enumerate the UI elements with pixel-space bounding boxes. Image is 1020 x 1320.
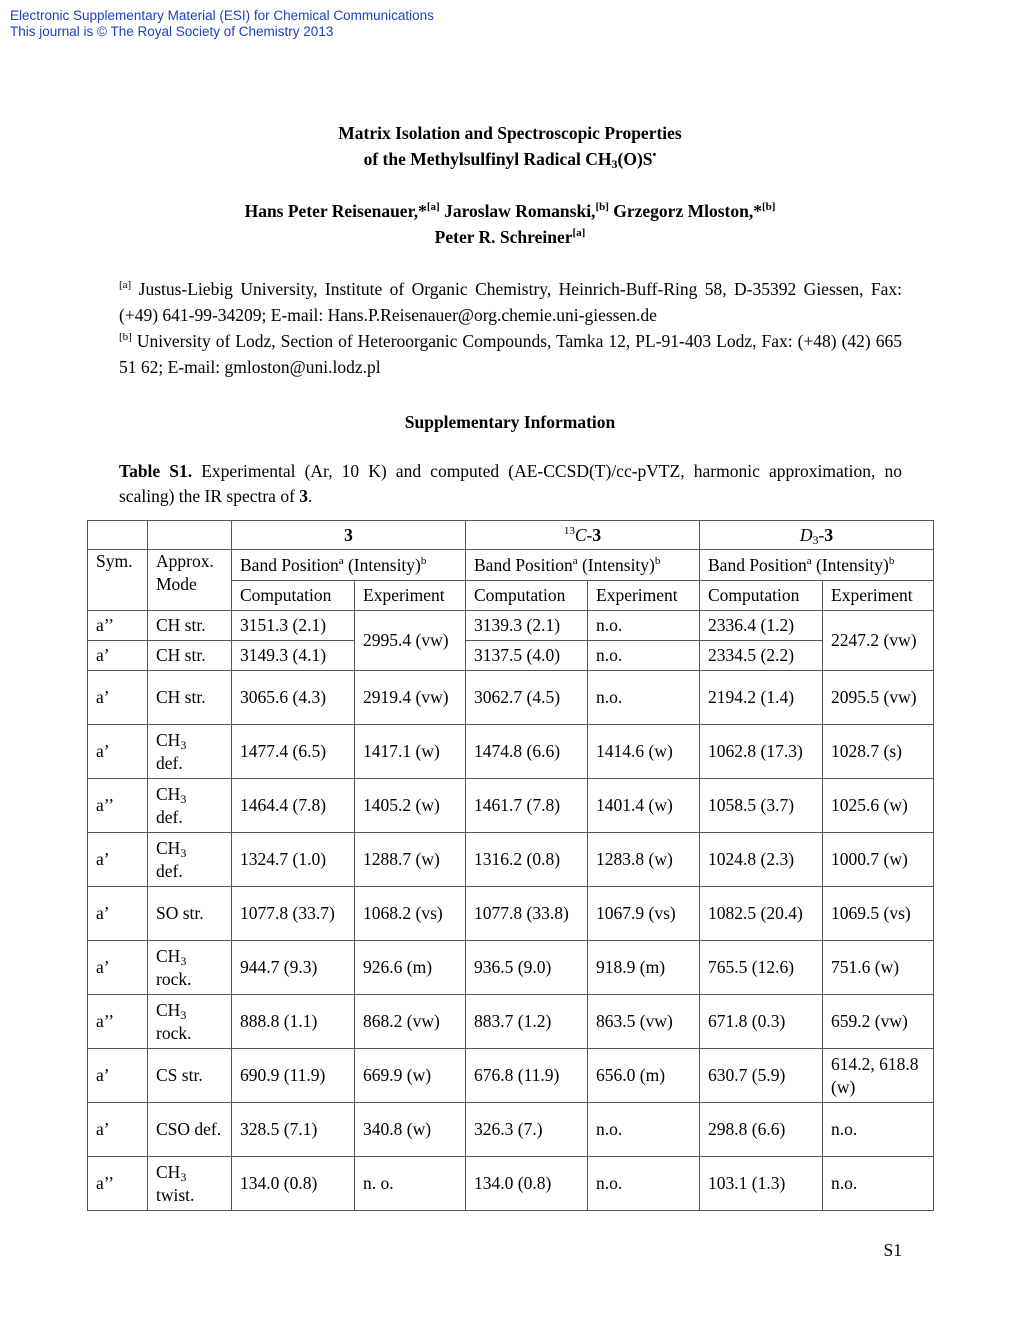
- computation-cell: 2336.4 (1.2): [700, 611, 823, 641]
- experiment-cell: 2095.5 (vw): [823, 671, 934, 725]
- header-band-position-d3: Band Position$^a$ (Intensity)$^b$: [700, 550, 934, 581]
- experiment-cell: 751.6 (w): [823, 941, 934, 995]
- mode-cell: $CH_3$ def.: [148, 779, 232, 833]
- mode-cell: $CH_3$ rock.: [148, 995, 232, 1049]
- computation-cell: 3065.6 (4.3): [232, 671, 355, 725]
- header-band-position-13c: Band Position$^a$ (Intensity)$^b$: [466, 550, 700, 581]
- table-row: [88, 611, 934, 641]
- experiment-cell: 1025.6 (w): [823, 779, 934, 833]
- esi-header: [10, 8, 434, 40]
- computation-cell: 3137.5 (4.0): [466, 641, 588, 671]
- mode-cell: $CH_3$ twist.: [148, 1157, 232, 1211]
- experiment-cell: 2995.4 (vw): [355, 611, 466, 671]
- computation-cell: 326.3 (7.): [466, 1103, 588, 1157]
- mode-cell: CSO def.: [148, 1103, 232, 1157]
- computation-cell: 883.7 (1.2): [466, 995, 588, 1049]
- table-caption: Table S1. Experimental (Ar, 10 K) and computed (AE-CCSD(T)/cc-pVTZ, harmonic approximation, no scaling) the IR spectra of 3.: [119, 461, 902, 506]
- computation-cell: 1058.5 (3.7): [700, 779, 823, 833]
- experiment-cell: 1068.2 (vs): [355, 887, 466, 941]
- affiliation-a: [a] Justus-Liebig University, Institute of Organic Chemistry, Heinrich-Buff-Ring 58, D-35392 Giessen, Fax: (+49) 641-99-34209; E-mail: Hans.P.Reisenauer@org.chemie.uni-giessen.de: [119, 279, 902, 325]
- computation-cell: 2194.2 (1.4): [700, 671, 823, 725]
- experiment-cell: 1000.7 (w): [823, 833, 934, 887]
- experiment-cell: 669.9 (w): [355, 1049, 466, 1103]
- mode-cell: $CH_3$ def.: [148, 725, 232, 779]
- sym-cell: a’: [88, 1049, 148, 1103]
- computation-cell: 3139.3 (2.1): [466, 611, 588, 641]
- experiment-cell: 659.2 (vw): [823, 995, 934, 1049]
- table-row: [88, 1049, 934, 1103]
- group-header-13c-3: $^{13}$C-3: [466, 521, 700, 550]
- experiment-cell: 863.5 (vw): [588, 995, 700, 1049]
- experiment-cell: 1417.1 (w): [355, 725, 466, 779]
- header-computation: Computation: [232, 581, 355, 611]
- sym-cell: a’: [88, 1103, 148, 1157]
- table-row: [88, 641, 934, 671]
- header-approx-mode: Approx. Mode: [148, 550, 232, 611]
- sym-cell: a’’: [88, 995, 148, 1049]
- experiment-cell: 1288.7 (w): [355, 833, 466, 887]
- table-header-row-band: [88, 550, 934, 581]
- computation-cell: 936.5 (9.0): [466, 941, 588, 995]
- group-header-d3-3: $D_3-3$: [700, 521, 934, 550]
- header-computation: Computation: [466, 581, 588, 611]
- sym-cell: a’: [88, 725, 148, 779]
- experiment-cell: 2919.4 (vw): [355, 671, 466, 725]
- affiliation-b: [b] University of Lodz, Section of Heteroorganic Compounds, Tamka 12, PL-91-403 Lodz, Fax: (+48) (42) 665 51 62; E-mail: gmloston@uni.lodz.pl: [119, 331, 902, 377]
- experiment-cell: n.o.: [588, 641, 700, 671]
- computation-cell: 103.1 (1.3): [700, 1157, 823, 1211]
- sym-cell: a’: [88, 833, 148, 887]
- table-row: [88, 995, 934, 1049]
- experiment-cell: 868.2 (vw): [355, 995, 466, 1049]
- experiment-cell: 656.0 (m): [588, 1049, 700, 1103]
- paper-title: [0, 120, 1020, 172]
- experiment-cell: n.o.: [823, 1157, 934, 1211]
- affiliations: [119, 276, 902, 380]
- supplementary-heading: Supplementary Information: [404, 412, 616, 432]
- sym-cell: a’: [88, 641, 148, 671]
- header-sym: Sym.: [88, 550, 148, 611]
- experiment-cell: 1067.9 (vs): [588, 887, 700, 941]
- table-row: [88, 671, 934, 725]
- computation-cell: 1464.4 (7.8): [232, 779, 355, 833]
- experiment-cell: 2247.2 (vw): [823, 611, 934, 671]
- computation-cell: 1077.8 (33.7): [232, 887, 355, 941]
- table-header-row-groups: [88, 521, 934, 550]
- computation-cell: 134.0 (0.8): [232, 1157, 355, 1211]
- computation-cell: 3149.3 (4.1): [232, 641, 355, 671]
- experiment-cell: 926.6 (m): [355, 941, 466, 995]
- computation-cell: 888.8 (1.1): [232, 995, 355, 1049]
- computation-cell: 676.8 (11.9): [466, 1049, 588, 1103]
- sym-cell: a’: [88, 941, 148, 995]
- mode-cell: $CH_3$ rock.: [148, 941, 232, 995]
- experiment-cell: 1414.6 (w): [588, 725, 700, 779]
- experiment-cell: 1069.5 (vs): [823, 887, 934, 941]
- table-row: [88, 1103, 934, 1157]
- header-experiment: Experiment: [823, 581, 934, 611]
- computation-cell: 630.7 (5.9): [700, 1049, 823, 1103]
- computation-cell: 1024.8 (2.3): [700, 833, 823, 887]
- computation-cell: 298.8 (6.6): [700, 1103, 823, 1157]
- table-row: [88, 779, 934, 833]
- computation-cell: 134.0 (0.8): [466, 1157, 588, 1211]
- sym-cell: a’’: [88, 779, 148, 833]
- computation-cell: 2334.5 (2.2): [700, 641, 823, 671]
- table-row: [88, 941, 934, 995]
- experiment-cell: n.o.: [588, 611, 700, 641]
- table-row: [88, 1157, 934, 1211]
- header-computation: Computation: [700, 581, 823, 611]
- experiment-cell: 1401.4 (w): [588, 779, 700, 833]
- experiment-cell: n.o.: [588, 1103, 700, 1157]
- computation-cell: 3151.3 (2.1): [232, 611, 355, 641]
- experiment-cell: 340.8 (w): [355, 1103, 466, 1157]
- sym-cell: a’: [88, 671, 148, 725]
- header-band-position-3: Band Position$^a$ (Intensity)$^b$: [232, 550, 466, 581]
- experiment-cell: 1405.2 (w): [355, 779, 466, 833]
- computation-cell: 671.8 (0.3): [700, 995, 823, 1049]
- experiment-cell: 918.9 (m): [588, 941, 700, 995]
- sym-cell: a’’: [88, 1157, 148, 1211]
- mode-cell: CH str.: [148, 641, 232, 671]
- ir-spectra-table: [87, 520, 934, 1211]
- experiment-cell: n. o.: [355, 1157, 466, 1211]
- group-header-3: 3: [232, 521, 466, 550]
- table-row: [88, 887, 934, 941]
- experiment-cell: 614.2, 618.8 (w): [823, 1049, 934, 1103]
- mode-cell: $CH_3$ def.: [148, 833, 232, 887]
- computation-cell: 1082.5 (20.4): [700, 887, 823, 941]
- authors-line2: Peter R. Schreiner[a]: [434, 227, 586, 247]
- header-experiment: Experiment: [355, 581, 466, 611]
- authors-line1: Hans Peter Reisenauer,*[a] Jaroslaw Romanski,[b] Grzegorz Mloston,*[b]: [244, 201, 776, 221]
- author-list: [0, 198, 1020, 250]
- computation-cell: 1316.2 (0.8): [466, 833, 588, 887]
- computation-cell: 765.5 (12.6): [700, 941, 823, 995]
- table-row: [88, 725, 934, 779]
- esi-header-line2: This journal is © The Royal Society of Chemistry 2013: [10, 24, 334, 39]
- computation-cell: 3062.7 (4.5): [466, 671, 588, 725]
- computation-cell: 1477.4 (6.5): [232, 725, 355, 779]
- table-row: [88, 833, 934, 887]
- experiment-cell: n.o.: [823, 1103, 934, 1157]
- computation-cell: 1062.8 (17.3): [700, 725, 823, 779]
- sym-cell: a’: [88, 887, 148, 941]
- title-line1: Matrix Isolation and Spectroscopic Properties: [338, 123, 682, 143]
- page-number: S1: [883, 1240, 902, 1260]
- sym-cell: a’’: [88, 611, 148, 641]
- experiment-cell: n.o.: [588, 1157, 700, 1211]
- experiment-cell: 1283.8 (w): [588, 833, 700, 887]
- mode-cell: SO str.: [148, 887, 232, 941]
- computation-cell: 1324.7 (1.0): [232, 833, 355, 887]
- mode-cell: CH str.: [148, 671, 232, 725]
- computation-cell: 944.7 (9.3): [232, 941, 355, 995]
- title-line2: of the Methylsulfinyl Radical $CH_3(O)S^•$: [363, 149, 657, 171]
- mode-cell: CH str.: [148, 611, 232, 641]
- esi-header-line1: Electronic Supplementary Material (ESI) for Chemical Communications: [10, 8, 434, 23]
- computation-cell: 1461.7 (7.8): [466, 779, 588, 833]
- computation-cell: 1077.8 (33.8): [466, 887, 588, 941]
- experiment-cell: 1028.7 (s): [823, 725, 934, 779]
- computation-cell: 328.5 (7.1): [232, 1103, 355, 1157]
- computation-cell: 690.9 (11.9): [232, 1049, 355, 1103]
- header-experiment: Experiment: [588, 581, 700, 611]
- computation-cell: 1474.8 (6.6): [466, 725, 588, 779]
- mode-cell: CS str.: [148, 1049, 232, 1103]
- experiment-cell: n.o.: [588, 671, 700, 725]
